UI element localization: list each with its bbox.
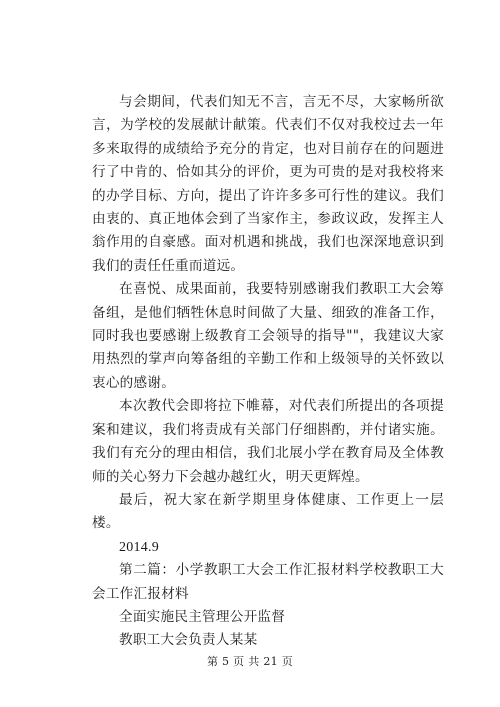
section-subtitle: 全面实施民主管理公开监督 [119, 608, 286, 625]
paragraph-closing-remarks: 本次教代会即将拉下帷幕，对代表们所提出的各项提案和建议，我们将责成有关部门仔细斟酌，并付诸实施。我们有充分的理由相信，我们北展小学在教育局及全体教师的关心努力下会越办越红火，明天更辉煌。 [92, 398, 444, 485]
paragraph-acknowledgements: 在喜悦、成果面前，我要特别感谢我们教职工大会筹备组，是他们牺牲休息时间做了大量、细致的准备工作，同时我也要感谢上级教育工会领导的指导""，我建议大家用热烈的掌声向筹备组的辛勤工作和上级领导的关怀致以衷心的感谢。 [92, 281, 444, 391]
page-footer: 第 5 页 共 21 页 [206, 655, 294, 668]
paragraph-best-wishes: 最后，祝大家在新学期里身体健康、工作更上一层楼。 [92, 491, 444, 532]
author-line: 教职工大会负责人某某 [119, 632, 258, 649]
paragraph-meeting-summary: 与会期间，代表们知无不言，言无不尽，大家畅所欲言，为学校的发展献计献策。代表们不仅对我校过去一年多来取得的成绩给予充分的肯定，也对目前存在的问题进行了中肯的、恰如其分的评价，更为可贵的是对我校将来的办学目标、方向，提出了许许多多可行性的建议。我们由衷的、真正地体会到了当家作主，参政议政，发挥主人翁作用的自豪感。面对机遇和挑战，我们也深深地意识到我们的责任任重而道远。 [92, 94, 444, 274]
document-date: 2014.9 [119, 539, 159, 555]
document-body [92, 91, 444, 653]
section-heading: 第二篇：小学教职工大会工作汇报材料学校教职工大会工作汇报材料 [92, 562, 444, 602]
